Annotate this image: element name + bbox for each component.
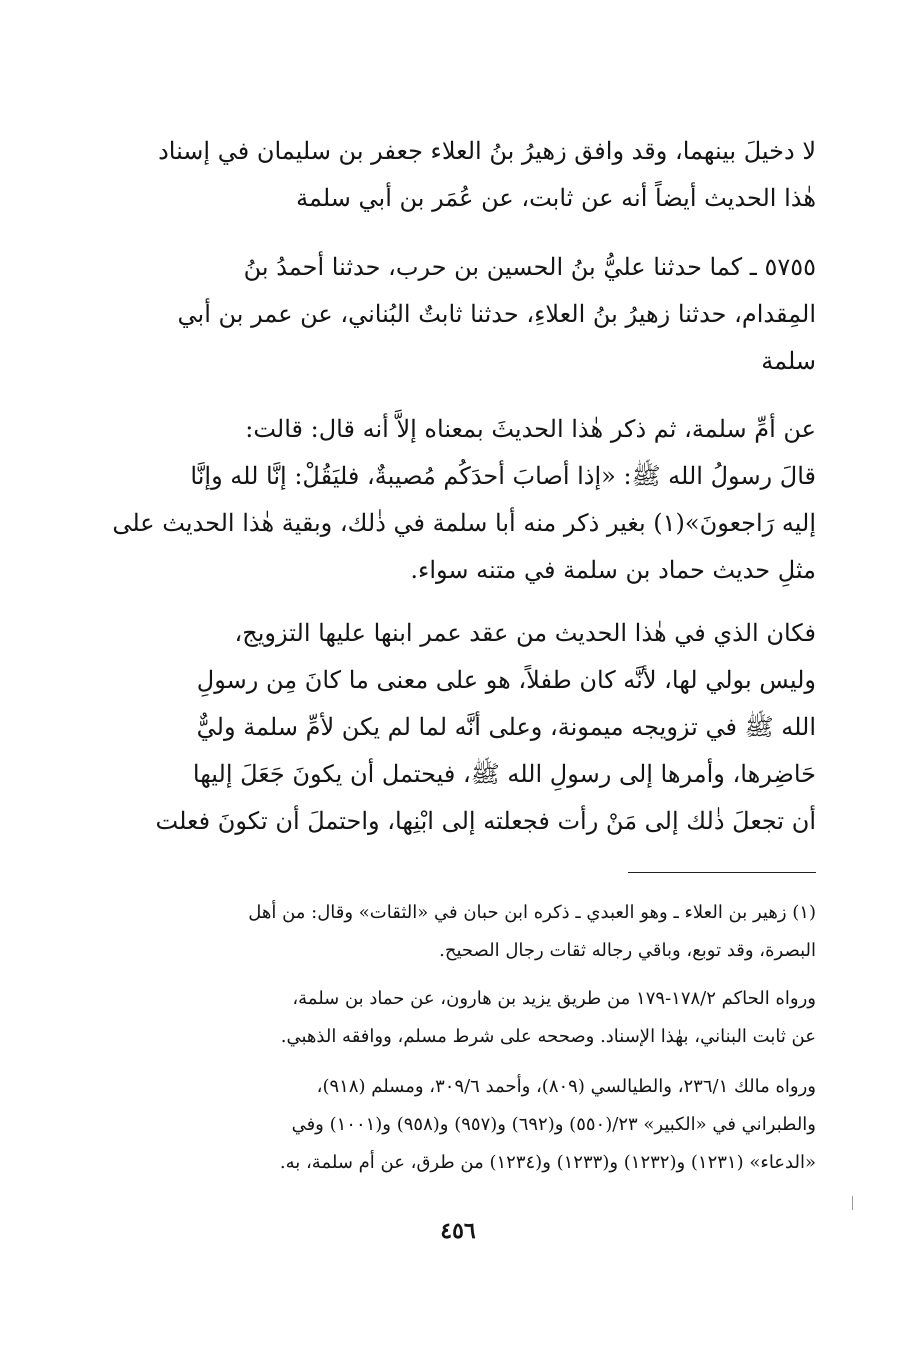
text-line: هٰذا الحديث أيضاً أنه عن ثابت، عن عُمَر بن أبي سلمة (296, 184, 816, 212)
footnote-1 (104, 894, 816, 970)
paragraph-continuation (104, 128, 816, 222)
text-line: سلمة (761, 347, 816, 375)
page-number: ٤٥٦ (440, 1218, 476, 1244)
footnote-line: «الدعاء» (١٢٣١) و(١٢٣٢) و(١٢٣٣) و(١٢٣٤) من طرق، عن أم سلمة، به. (279, 1152, 816, 1173)
footnote-line: البصرة، وقد توبع، وباقي رجاله ثقات رجال الصحيح. (439, 940, 816, 961)
text-line: لا دخيلَ بينهما، وقد وافق زهيرُ بنُ العلاء جعفر بن سليمان في إسناد (158, 137, 816, 165)
footnote-line: (١) زهير بن العلاء ـ وهو العبدي ـ ذكره ابن حبان في «الثقات» وقال: من أهل (248, 902, 816, 923)
footnote-separator (628, 872, 816, 873)
text-line: قالَ رسولُ الله ﷺ: «إذا أصابَ أحدَكُم مُصيبةٌ، فليَقُلْ: إنَّا لله وإنَّا (190, 462, 816, 490)
commentary-paragraph (104, 610, 816, 845)
text-line: حَاضِرها، وأمرها إلى رسولِ الله ﷺ، فيحتمل أن يكونَ جَعَلَ إليها (192, 760, 816, 788)
margin-mark (852, 1196, 853, 1210)
text-line: أن تجعلَ ذٰلك إلى مَنْ رأت فجعلته إلى ابْنِها، واحتملَ أن تكونَ فعلت (155, 807, 816, 835)
text-line: وليس بولي لها، لأنَّه كان طفلاً، هو على معنى ما كانَ مِن رسولِ (196, 666, 816, 694)
text-line: إليه رَاجعونَ»(١) بغير ذكر منه أبا سلمة في ذٰلك، وبقية هٰذا الحديث على (112, 509, 816, 537)
footnote-line: عن ثابت البناني، بهٰذا الإسناد. وصححه على شرط مسلم، ووافقه الذهبي. (280, 1026, 816, 1047)
text-line: فكان الذي في هٰذا الحديث من عقد عمر ابنها عليها التزويج، (234, 619, 816, 647)
text-line: مثلِ حديث حماد بن سلمة في متنه سواء. (410, 556, 816, 584)
text-line: ٥٧٥٥ ـ كما حدثنا عليُّ بنُ الحسين بن حرب، حدثنا أحمدُ بنُ (243, 253, 816, 281)
text-line: عن أمِّ سلمة، ثم ذكر هٰذا الحديثَ بمعناه إلاَّ أنه قال: قالت: (245, 415, 816, 443)
footnote-hakim (104, 980, 816, 1056)
footnote-malik (104, 1068, 816, 1182)
footnote-line: ورواه الحاكم ١٧٨/٢-١٧٩ من طريق يزيد بن هارون، عن حماد بن سلمة، (292, 988, 816, 1009)
hadith-5755-isnad (104, 244, 816, 385)
text-line: المِقدام، حدثنا زهيرُ بنُ العلاءِ، حدثنا ثابتٌ البُناني، عن عمر بن أبي (177, 300, 816, 328)
footnote-line: ورواه مالك ٢٣٦/١، والطيالسي (٨٠٩)، وأحمد ٣٠٩/٦، ومسلم (٩١٨)، (316, 1076, 816, 1097)
footnote-line: والطبراني في «الكبير» ٢٣/(٥٥٠) و(٦٩٢) و(٩٥٧) و(٩٥٨) و(١٠٠١) وفي (291, 1114, 816, 1135)
text-line: الله ﷺ في تزويجه ميمونة، وعلى أنَّه لما لم يكن لأمِّ سلمة وليٌّ (196, 713, 816, 741)
hadith-5755-matn (104, 406, 816, 594)
